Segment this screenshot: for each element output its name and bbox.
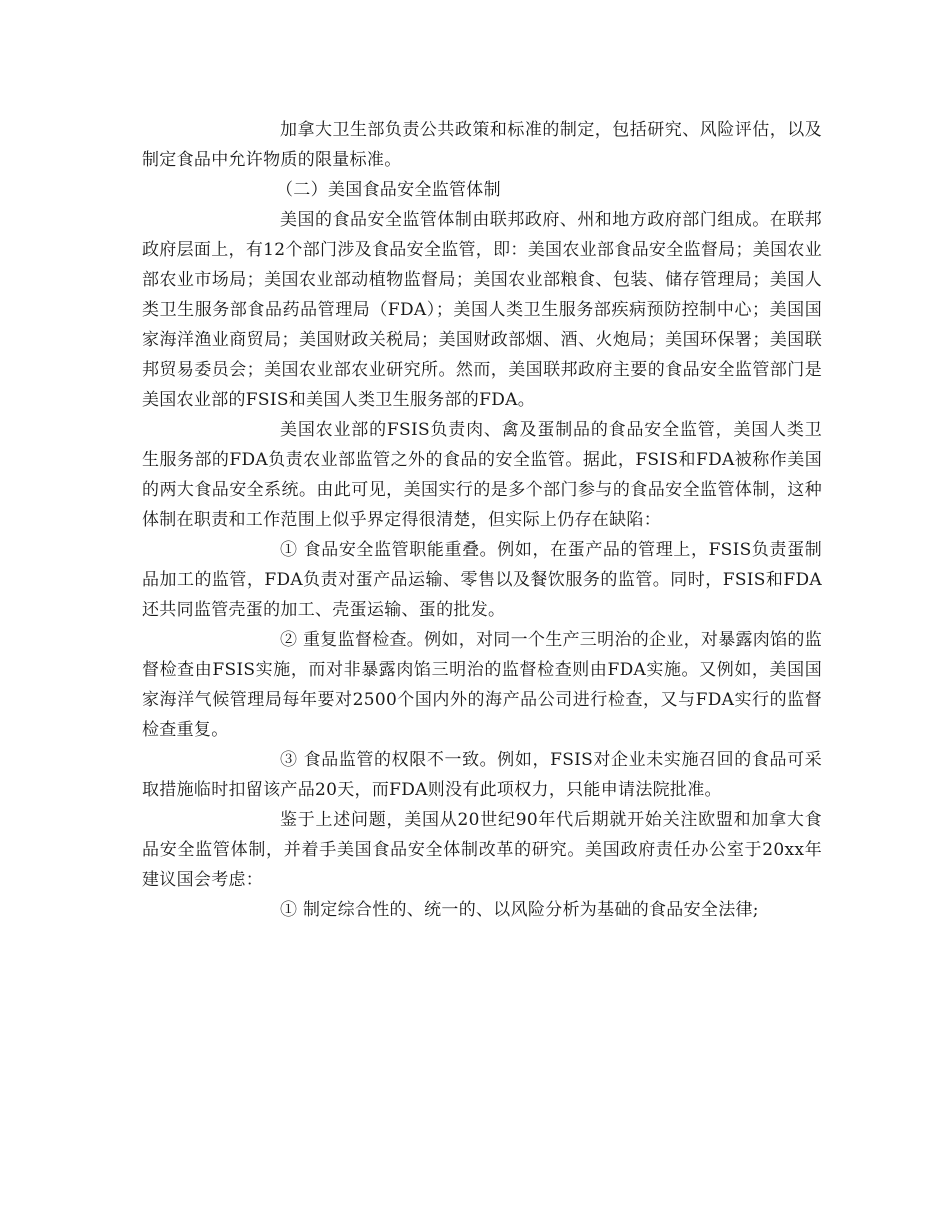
document-body — [142, 115, 822, 925]
list-item-duplicate-inspection: ② 重复监督检查。例如，对同一个生产三明治的企业，对暴露肉馅的监督检查由FSIS实施，而对非暴露肉馅三明治的监督检查则由FDA实施。又例如，美国国家海洋气候管理局每年要对2500个国内外的海产品公司进行检查，又与FDA实行的监督检查重复。 — [142, 630, 823, 740]
list-item-authority-inconsistent: ③ 食品监管的权限不一致。例如，FSIS对企业未实施召回的食品可采取措施临时扣留该产品20天，而FDA则没有此项权力，只能申请法院批准。 — [142, 750, 822, 800]
list-item-law: ① 制定综合性的、统一的、以风险分析为基础的食品安全法律; — [280, 900, 759, 920]
paragraph-canada-health: 加拿大卫生部负责公共政策和标准的制定，包括研究、风险评估，以及制定食品中允许物质的限量标准。 — [142, 120, 822, 170]
paragraph-reform: 鉴于上述问题，美国从20世纪90年代后期就开始关注欧盟和加拿大食品安全监管体制，并着手美国食品安全体制改革的研究。美国政府责任办公室于20xx年建议国会考虑： — [142, 810, 822, 890]
paragraph-us-system-overview: 美国的食品安全监管体制由联邦政府、州和地方政府部门组成。在联邦政府层面上，有12个部门涉及食品安全监管，即：美国农业部食品安全监督局；美国农业部农业市场局；美国农业部动植物监督局；美国农业部粮食、包装、储存管理局；美国人类卫生服务部食品药品管理局（FDA）；美国人类卫生服务部疾病预防控制中心；美国国家海洋渔业商贸局；美国财政关税局；美国财政部烟、酒、火炮局；美国环保署；美国联邦贸易委员会；美国农业部农业研究所。然而，美国联邦政府主要的食品安全监管部门是美国农业部的FSIS和美国人类卫生服务部的FDA。 — [142, 210, 822, 410]
paragraph-fsis-fda: 美国农业部的FSIS负责肉、禽及蛋制品的食品安全监管，美国人类卫生服务部的FDA负责农业部监管之外的食品的安全监管。据此，FSIS和FDA被称作美国的两大食品安全系统。由此可见，美国实行的是多个部门参与的食品安全监管体制，这种体制在职责和工作范围上似乎界定得很清楚，但实际上仍存在缺陷： — [142, 420, 822, 530]
list-item-overlap: ① 食品安全监管职能重叠。例如，在蛋产品的管理上，FSIS负责蛋制品加工的监管，FDA负责对蛋产品运输、零售以及餐饮服务的监管。同时，FSIS和FDA还共同监管壳蛋的加工、壳蛋运输、蛋的批发。 — [142, 540, 822, 620]
section-heading-us-system: （二）美国食品安全监管体制 — [276, 180, 501, 200]
